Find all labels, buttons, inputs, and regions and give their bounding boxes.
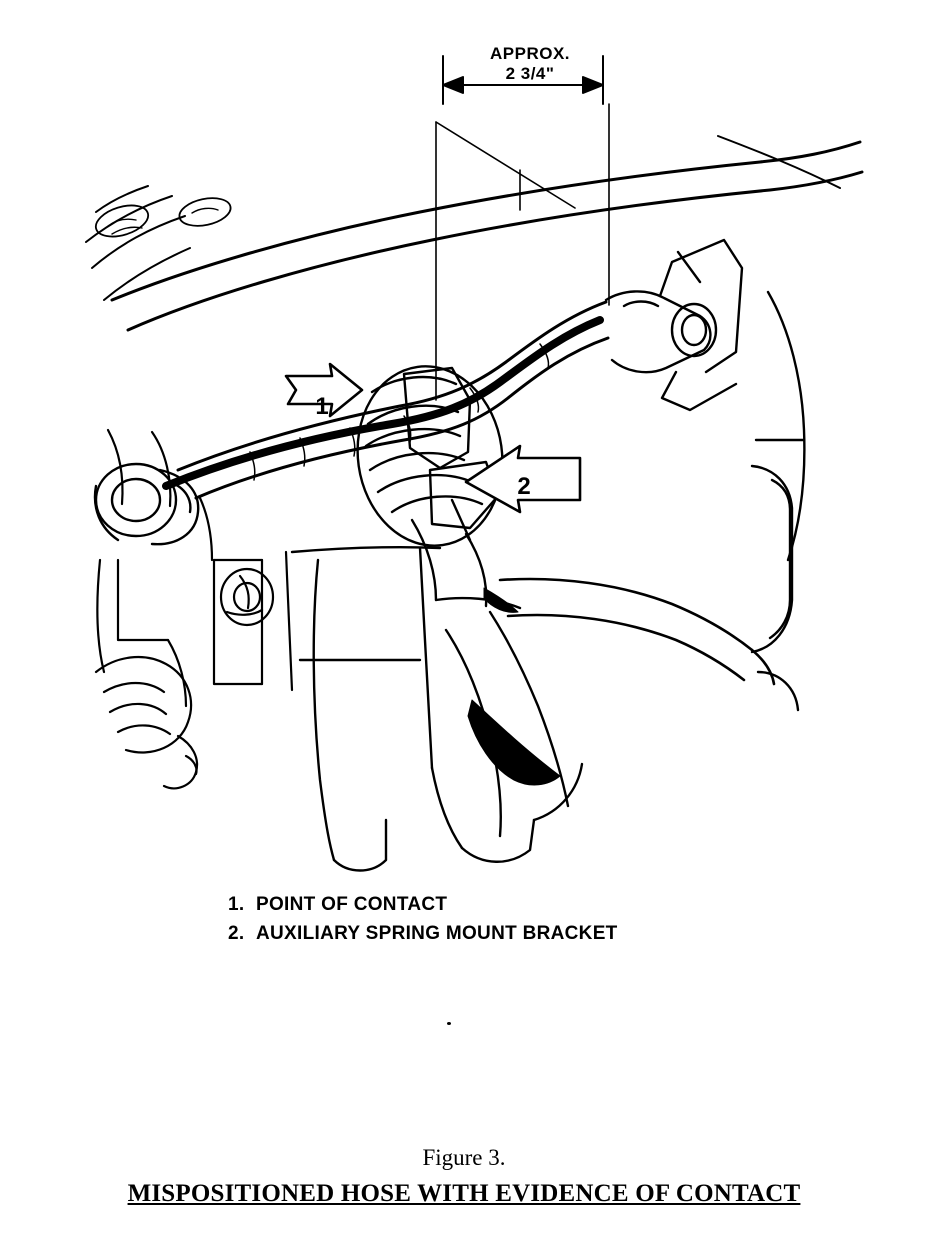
figure-title-text: MISPOSITIONED HOSE WITH EVIDENCE OF CONTACT [127,1180,801,1207]
right-arch-panel [752,292,804,710]
frame-rail [112,142,862,330]
shadow-wedge [468,700,560,785]
dimension-approx-label: APPROX. [489,44,571,63]
bellows-boot [96,657,197,788]
lower-tube [500,579,774,684]
callout-label-1: 1 [315,393,329,420]
figure-number: Figure 3. [422,1145,506,1170]
page-speckle [447,1022,451,1025]
legend-item-1-number: 1. [228,894,245,915]
fender-edge [86,186,190,300]
dimension-value-label: 2 3/4" [505,63,555,83]
legend-item-2-text: AUXILIARY SPRING MOUNT BRACKET [256,923,618,945]
legend-item-1 [228,890,868,919]
legend [228,890,868,949]
hose-connector [606,240,742,410]
legend-item-2 [228,919,868,948]
figure-title [0,1180,928,1208]
legend-item-2-number: 2. [228,923,245,945]
grommet-detail [221,569,273,625]
callout-label-2: 2 [517,473,531,500]
legend-item-1-text: POINT OF CONTACT [256,894,448,915]
